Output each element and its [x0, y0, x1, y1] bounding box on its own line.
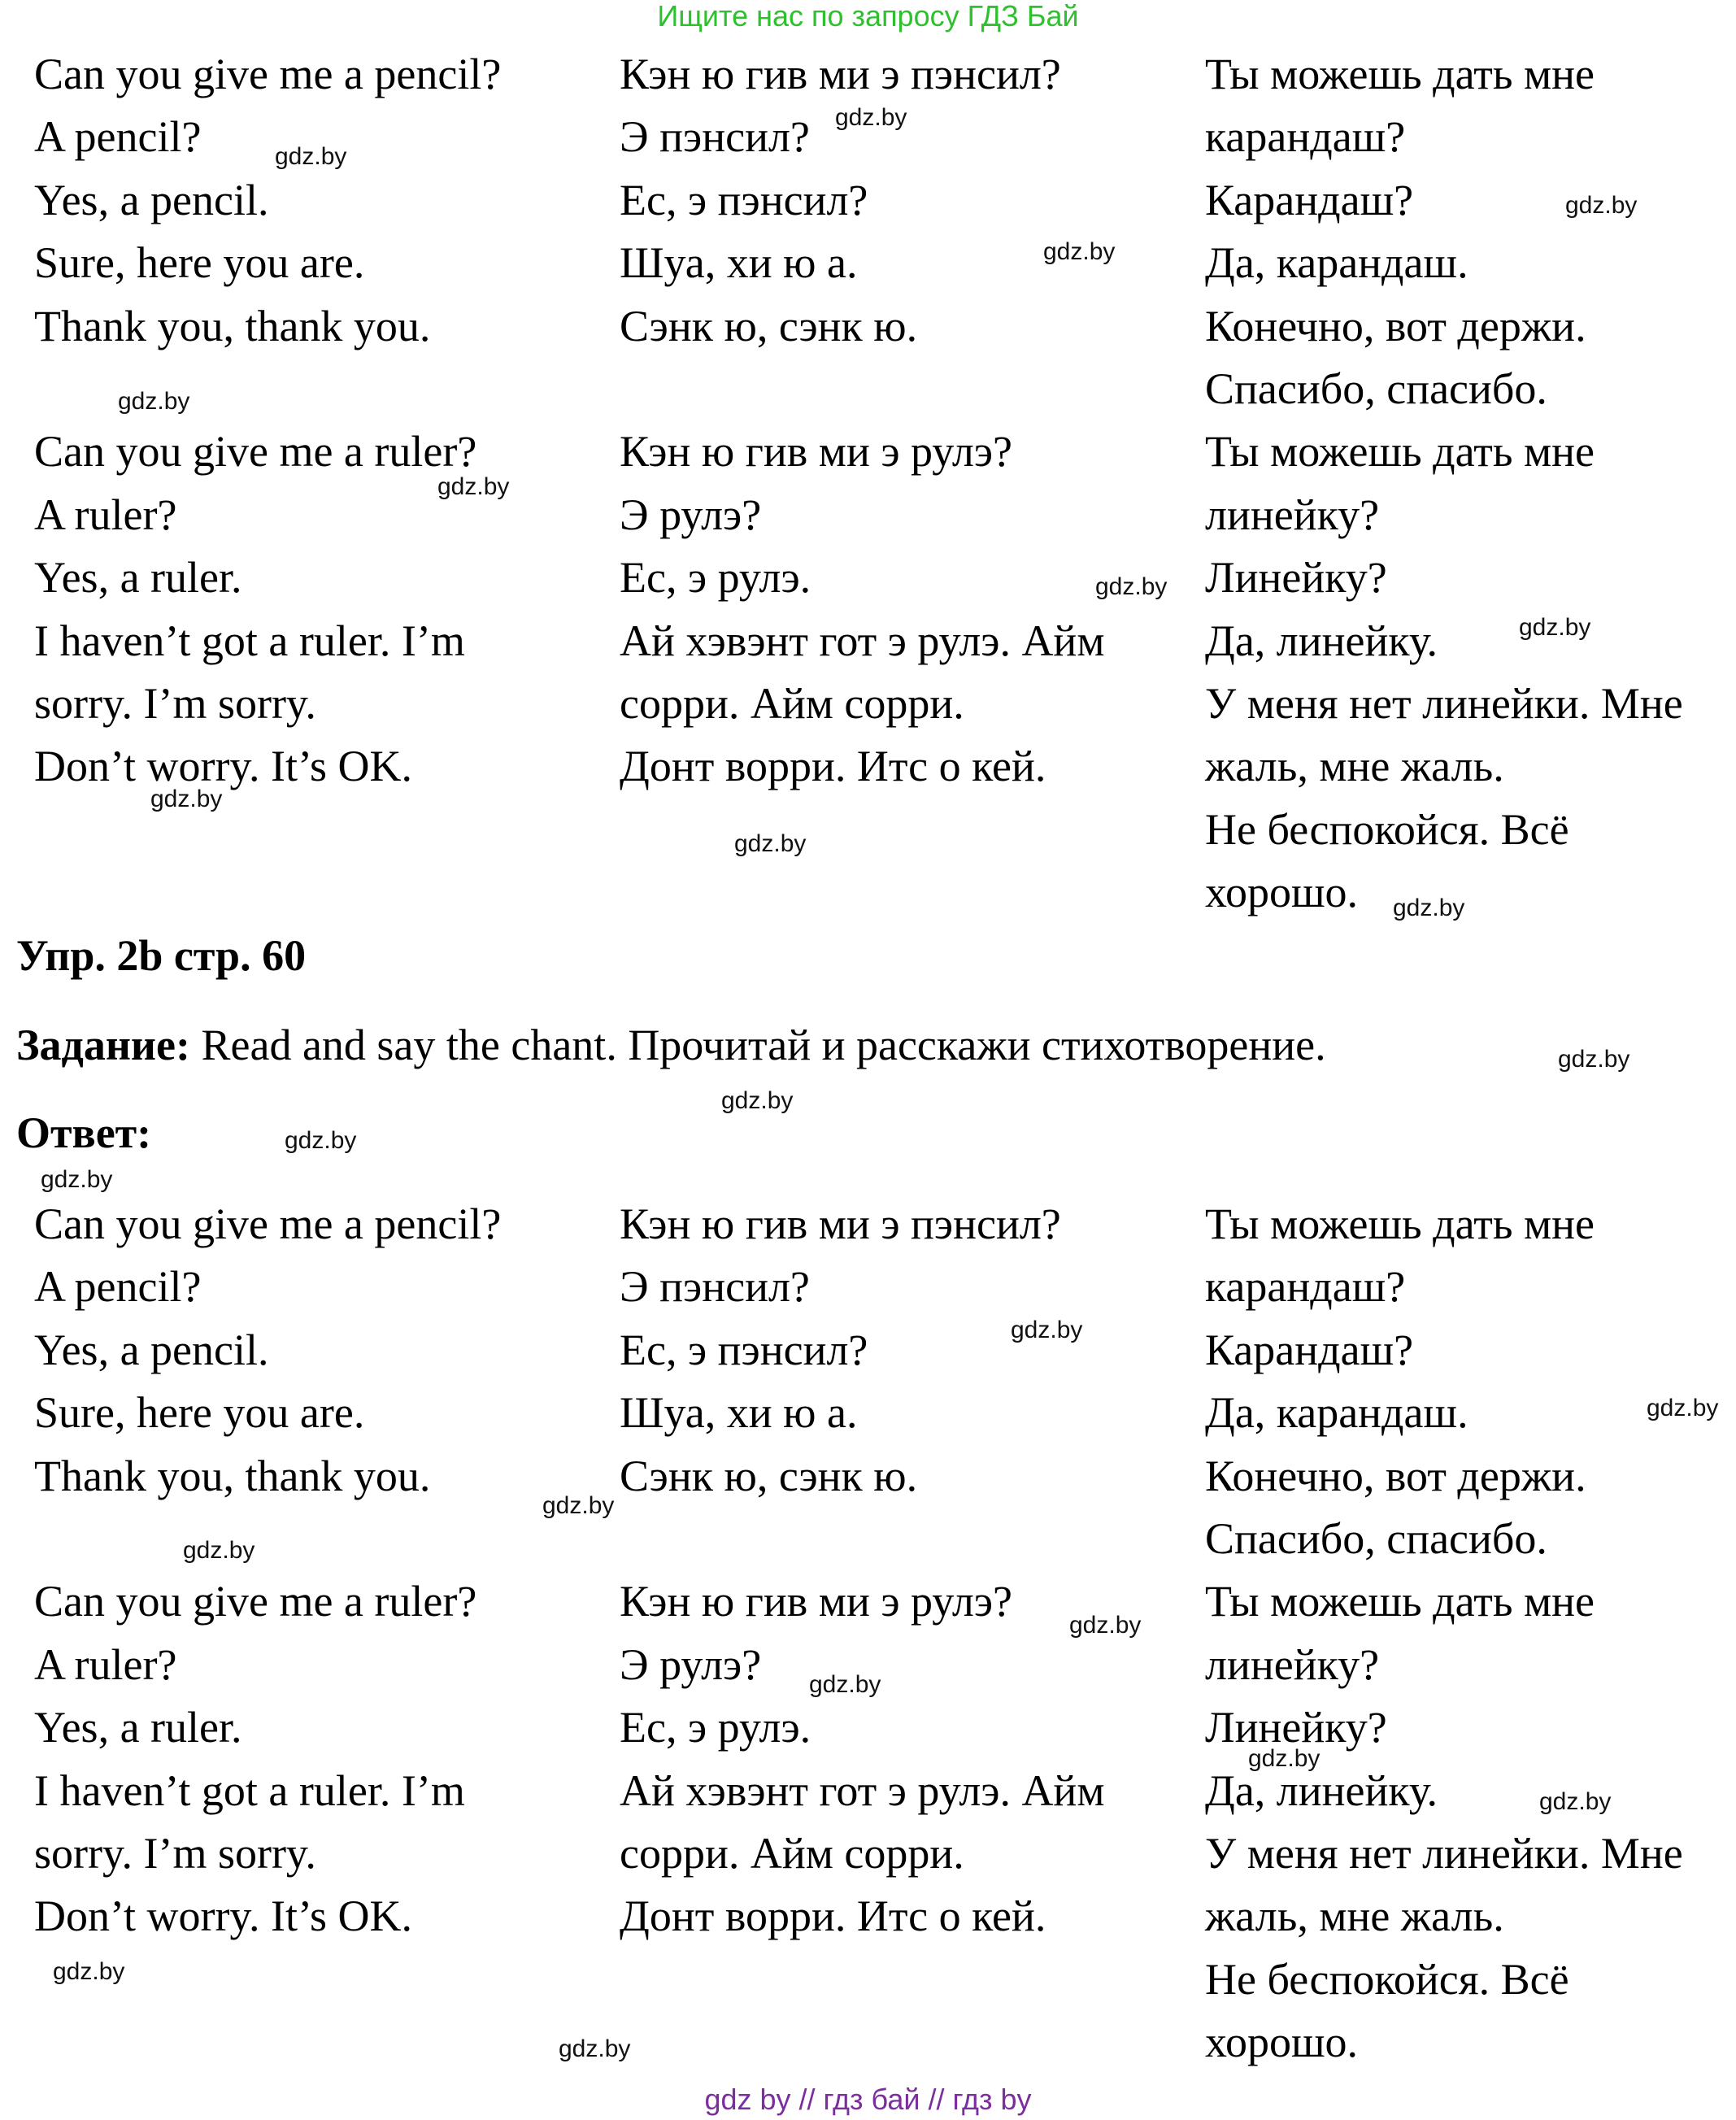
english-line: Thank you, thank you.: [34, 301, 431, 350]
russian-line: жаль, мне жаль.: [1205, 742, 1504, 791]
transcription-line: Э пэнсил?: [620, 112, 810, 162]
russian-line: линейку?: [1205, 1639, 1380, 1689]
transcription-line: Кэн ю гив ми э пэнсил?: [620, 1199, 1061, 1248]
english-line: Can you give me a pencil?: [34, 50, 502, 98]
watermark: gdz.by: [1519, 614, 1591, 641]
english-line: A ruler?: [34, 1639, 177, 1689]
english-line: Yes, a pencil.: [34, 175, 269, 224]
russian-line: линейку?: [1205, 490, 1380, 539]
exercise-title: Упр. 2b стр. 60: [16, 931, 307, 980]
transcription-line: Сэнк ю, сэнк ю.: [620, 301, 918, 350]
russian-line: Ты можешь дать мне: [1205, 427, 1595, 477]
watermark: gdz.by: [53, 1958, 125, 1985]
english-line: Yes, a pencil.: [34, 1325, 269, 1374]
transcription-line: Шуа, хи ю а.: [620, 1388, 858, 1438]
transcription-line: [620, 358, 1105, 420]
russian-line: жаль, мне жаль.: [1205, 1891, 1504, 1941]
english-line: Sure, here you are.: [34, 1388, 365, 1438]
english-line: Don’t worry. It’s OK.: [34, 742, 412, 791]
russian-column: [1205, 1193, 1683, 2074]
top-banner[interactable]: Ищите нас по запросу ГДЗ Бай: [657, 0, 1079, 33]
english-line: sorry. I’m sorry.: [34, 679, 316, 729]
watermark: gdz.by: [150, 786, 223, 812]
watermark: gdz.by: [1565, 192, 1638, 219]
transcription-line: Ай хэвэнт гот э рулэ. Айм: [620, 616, 1105, 665]
english-column: [34, 1193, 501, 1948]
watermark: gdz.by: [1069, 1612, 1142, 1639]
watermark: gdz.by: [1043, 238, 1116, 265]
task-body: Read and say the chant. Прочитай и расскажи стихотворение.: [190, 1021, 1326, 1069]
watermark: gdz.by: [1011, 1317, 1083, 1343]
english-line: Thank you, thank you.: [34, 1451, 431, 1500]
russian-line: Линейку?: [1205, 553, 1387, 603]
russian-line: Ты можешь дать мне: [1205, 50, 1595, 98]
watermark: gdz.by: [118, 388, 190, 415]
russian-line: Конечно, вот держи.: [1205, 301, 1586, 350]
english-line: I haven’t got a ruler. I’m: [34, 616, 465, 665]
russian-line: Да, карандаш.: [1205, 238, 1468, 288]
transcription-line: Донт ворри. Итс о кей.: [620, 742, 1046, 791]
transcription-column: [620, 43, 1105, 799]
watermark: gdz.by: [1558, 1046, 1630, 1073]
russian-line: Карандаш?: [1205, 1325, 1414, 1374]
russian-line: Ты можешь дать мне: [1205, 1577, 1595, 1626]
transcription-line: Ес, э пэнсил?: [620, 175, 868, 224]
transcription-line: Ес, э рулэ.: [620, 1703, 811, 1752]
transcription-line: Ай хэвэнт гот э рулэ. Айм: [620, 1765, 1105, 1815]
watermark: gdz.by: [809, 1671, 881, 1698]
english-line: sorry. I’m sorry.: [34, 1829, 316, 1878]
russian-column: [1205, 43, 1683, 925]
english-line: Don’t worry. It’s OK.: [34, 1891, 412, 1941]
watermark: gdz.by: [285, 1127, 357, 1154]
russian-line: Карандаш?: [1205, 175, 1414, 224]
russian-line: У меня нет линейки. Мне: [1205, 679, 1683, 729]
english-line: [34, 1508, 501, 1570]
footer-links[interactable]: gdz by // гдз бай // гдз by: [704, 2083, 1032, 2116]
transcription-line: сорри. Айм сорри.: [620, 679, 964, 729]
transcription-line: [620, 1508, 1105, 1570]
watermark: gdz.by: [835, 104, 907, 131]
transcription-line: Кэн ю гив ми э рулэ?: [620, 1577, 1013, 1626]
russian-line: Линейку?: [1205, 1703, 1387, 1752]
answer-label: Ответ:: [16, 1108, 152, 1157]
watermark: gdz.by: [734, 830, 807, 857]
transcription-line: Кэн ю гив ми э пэнсил?: [620, 50, 1061, 98]
english-line: A pencil?: [34, 112, 202, 162]
english-line: Can you give me a ruler?: [34, 1577, 477, 1626]
english-line: Yes, a ruler.: [34, 553, 242, 603]
watermark: gdz.by: [1248, 1745, 1320, 1772]
transcription-line: Шуа, хи ю а.: [620, 238, 858, 288]
transcription-column: [620, 1193, 1105, 1948]
transcription-line: Э рулэ?: [620, 1639, 762, 1689]
watermark: gdz.by: [275, 143, 347, 170]
russian-line: карандаш?: [1205, 1262, 1406, 1312]
english-line: I haven’t got a ruler. I’m: [34, 1765, 465, 1815]
watermark: gdz.by: [41, 1166, 113, 1193]
watermark: gdz.by: [1647, 1395, 1719, 1421]
russian-line: Да, карандаш.: [1205, 1388, 1468, 1438]
russian-line: Спасибо, спасибо.: [1205, 1514, 1547, 1564]
russian-line: Спасибо, спасибо.: [1205, 364, 1547, 414]
russian-line: хорошо.: [1205, 868, 1359, 917]
russian-line: Не беспокойся. Всё: [1205, 804, 1569, 854]
transcription-line: Э рулэ?: [620, 490, 762, 539]
watermark: gdz.by: [721, 1087, 794, 1114]
transcription-line: Донт ворри. Итс о кей.: [620, 1891, 1046, 1941]
watermark: gdz.by: [437, 473, 510, 500]
russian-line: Ты можешь дать мне: [1205, 1199, 1595, 1248]
russian-line: Да, линейку.: [1205, 616, 1438, 665]
russian-line: хорошо.: [1205, 2018, 1359, 2067]
task-text: [16, 1018, 1326, 1072]
english-line: [34, 358, 501, 420]
watermark: gdz.by: [1095, 573, 1168, 600]
russian-line: Да, линейку.: [1205, 1765, 1438, 1815]
watermark: gdz.by: [542, 1492, 615, 1519]
english-column: [34, 43, 501, 799]
russian-line: Конечно, вот держи.: [1205, 1451, 1586, 1500]
task-label: Задание:: [16, 1021, 190, 1069]
watermark: gdz.by: [559, 2035, 631, 2062]
transcription-line: Ес, э рулэ.: [620, 553, 811, 603]
transcription-line: Сэнк ю, сэнк ю.: [620, 1451, 918, 1500]
transcription-line: Ес, э пэнсил?: [620, 1325, 868, 1374]
watermark: gdz.by: [183, 1537, 255, 1564]
english-line: Can you give me a pencil?: [34, 1199, 502, 1248]
russian-line: Не беспокойся. Всё: [1205, 1954, 1569, 2004]
russian-line: карандаш?: [1205, 112, 1406, 162]
watermark: gdz.by: [1393, 895, 1465, 921]
watermark: gdz.by: [1539, 1788, 1612, 1815]
russian-line: У меня нет линейки. Мне: [1205, 1829, 1683, 1878]
english-line: Can you give me a ruler?: [34, 427, 477, 477]
english-line: A pencil?: [34, 1262, 202, 1312]
transcription-line: сорри. Айм сорри.: [620, 1829, 964, 1878]
english-line: Sure, here you are.: [34, 238, 365, 288]
transcription-line: Кэн ю гив ми э рулэ?: [620, 427, 1013, 477]
english-line: A ruler?: [34, 490, 177, 539]
english-line: Yes, a ruler.: [34, 1703, 242, 1752]
transcription-line: Э пэнсил?: [620, 1262, 810, 1312]
